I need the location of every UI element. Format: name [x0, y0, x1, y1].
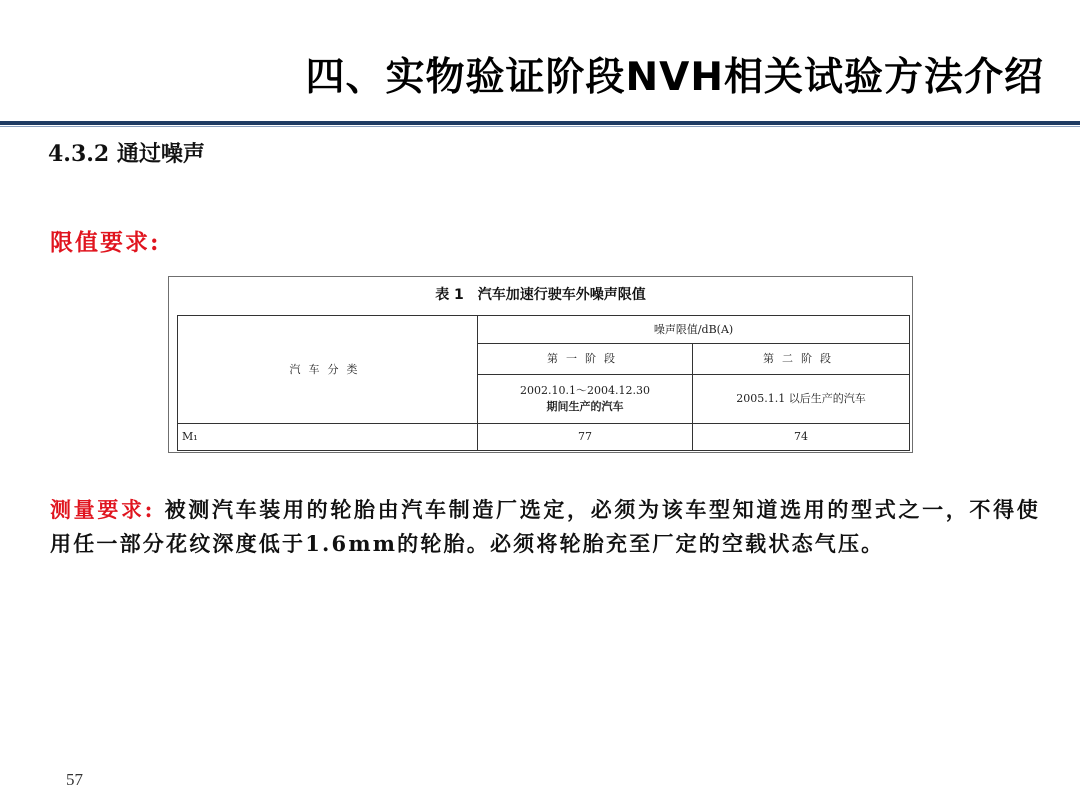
row-stage-1-value: 77	[478, 424, 693, 451]
table-caption: 表 1 汽车加速行驶车外噪声限值	[435, 287, 646, 303]
table-row	[178, 424, 910, 451]
header-vehicle-category: 汽车分类	[178, 316, 478, 424]
measurement-requirement	[50, 493, 1040, 561]
noise-limit-table	[177, 315, 910, 451]
measurement-text: 被测汽车装用的轮胎由汽车制造厂选定，必须为该车型知道选用的型式之一，不得使用任一部分花纹深度低于1.6mm的轮胎。必须将轮胎充至厂定的空载状态气压。	[50, 497, 1040, 556]
measurement-label: 测量要求:	[50, 497, 155, 522]
header-stage-1: 第一阶段	[478, 344, 693, 375]
row-stage-2-value: 74	[693, 424, 910, 451]
stage-1-period-dates: 2002.10.1～2004.12.30	[520, 384, 650, 397]
title-divider-accent	[0, 126, 1080, 127]
row-category: M₁	[178, 424, 478, 451]
stage-2-period: 2005.1.1 以后生产的汽车	[693, 375, 910, 424]
title-divider	[0, 121, 1080, 125]
header-stage-2: 第二阶段	[693, 344, 910, 375]
header-noise-limit: 噪声限值/dB(A)	[478, 316, 910, 344]
noise-limit-table-image	[168, 276, 913, 453]
stage-1-period-note: 期间生产的汽车	[546, 400, 624, 413]
limit-requirement-label: 限值要求:	[50, 229, 161, 256]
stage-1-period	[478, 375, 693, 424]
section-heading: 4.3.2 通过噪声	[48, 141, 205, 167]
page-number: 57	[66, 770, 83, 789]
slide-title: 四、实物验证阶段NVH相关试验方法介绍	[305, 55, 1044, 100]
